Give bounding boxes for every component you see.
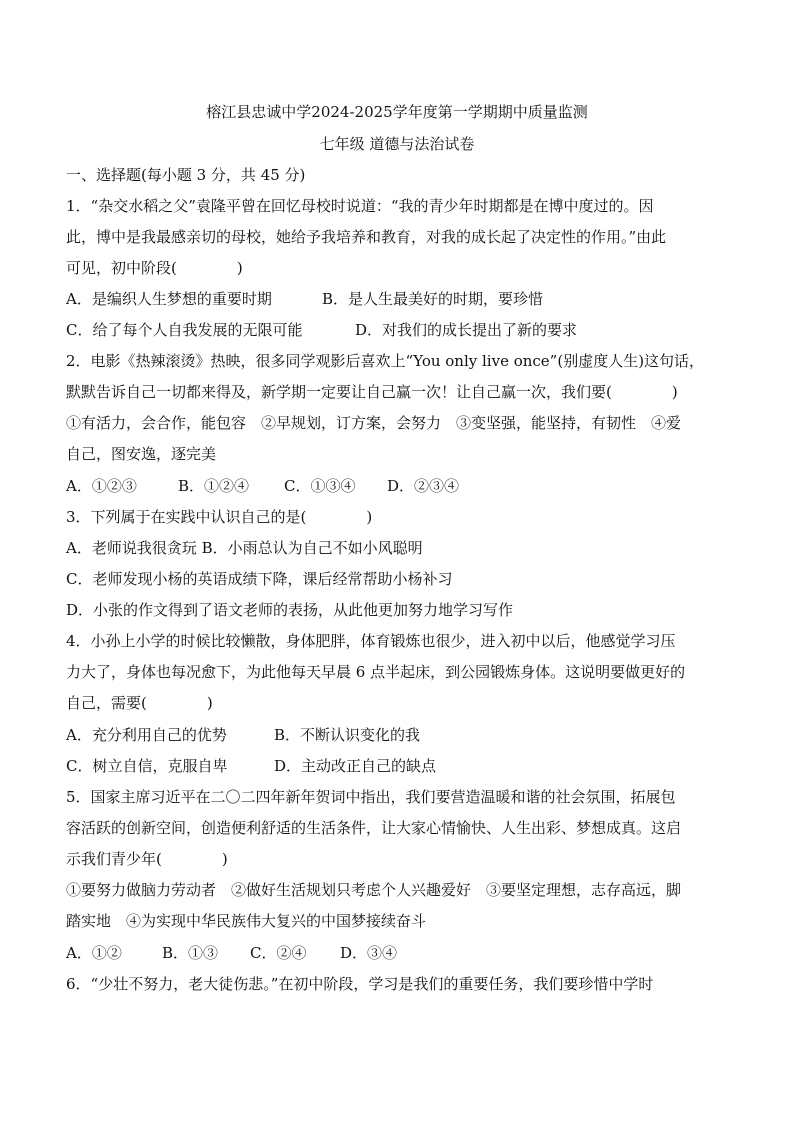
q4-stem-line-2: 力大了，身体也每况愈下，为此他每天早晨 6 点半起床，到公园锻炼身体。这说明要做更好的 (66, 663, 686, 681)
q5-option-b[interactable]: B．①③ (162, 944, 219, 962)
q4-option-d[interactable]: D．主动改正自己的缺点 (274, 757, 437, 775)
q3-option-ab[interactable]: A．老师说我很贪玩 B．小雨总认为自己不如小风聪明 (66, 539, 423, 557)
exam-subtitle: 七年级 道德与法治试卷 (319, 135, 475, 153)
q1-option-c[interactable]: C．给了每个人自我发展的无限可能 (66, 321, 303, 339)
exam-title: 榕江县忠诚中学2024-2025学年度第一学期期中质量监测 (206, 103, 588, 121)
q5-stem-line-1: 5．国家主席习近平在二〇二四年新年贺词中指出，我们要营造温暖和谐的社会氛围，拓展包 (66, 788, 676, 806)
q4-option-a[interactable]: A．充分利用自己的优势 (66, 726, 227, 744)
q5-stem-line-3: 示我们青少年( ) (66, 850, 228, 868)
q5-option-a[interactable]: A．①② (66, 944, 122, 962)
q1-option-d[interactable]: D．对我们的成长提出了新的要求 (355, 321, 578, 339)
q5-stem-line-5: 踏实地 ④为实现中华民族伟大复兴的中国梦接续奋斗 (66, 912, 427, 930)
q1-stem-line-2: 此，博中是我最感亲切的母校，她给予我培养和教育，对我的成长起了决定性的作用。”由此 (66, 228, 667, 246)
q2-option-c[interactable]: C．①③④ (284, 477, 356, 495)
q1-option-b[interactable]: B．是人生最美好的时期，要珍惜 (322, 290, 544, 308)
q5-stem-line-2: 容活跃的创新空间，创造便利舒适的生活条件，让大家心情愉快、人生出彩、梦想成真。这启 (66, 819, 682, 837)
q1-option-a[interactable]: A．是编织人生梦想的重要时期 (66, 290, 272, 308)
q4-stem-line-3: 自己，需要( ) (66, 694, 213, 712)
q2-stem-line-1: 2．电影《热辣滚烫》热映，很多同学观影后喜欢上“You only live once”(别虚度人生)这句话， (66, 352, 705, 370)
q3-option-c[interactable]: C．老师发现小杨的英语成绩下降，课后经常帮助小杨补习 (66, 570, 453, 588)
q2-stem-line-4: 自己，图安逸，逐完美 (66, 445, 217, 463)
q3-stem-line-1: 3．下列属于在实践中认识自己的是( ) (66, 508, 373, 526)
q1-stem-line-1: 1．“杂交水稻之父”袁隆平曾在回忆母校时说道：“我的青少年时期都是在博中度过的。因 (66, 197, 654, 215)
q2-option-b[interactable]: B．①②④ (178, 477, 250, 495)
q5-stem-line-4: ①要努力做脑力劳动者 ②做好生活规划只考虑个人兴趣爱好 ③要坚定理想，志存高远，脚 (66, 881, 682, 899)
q5-option-c[interactable]: C．②④ (250, 944, 307, 962)
q2-option-a[interactable]: A．①②③ (66, 477, 137, 495)
q2-option-d[interactable]: D．②③④ (387, 477, 460, 495)
q2-stem-line-3: ①有活力，会合作，能包容 ②早规划，订方案，会努力 ③变坚强，能坚持，有韧性 ④爱 (66, 414, 682, 432)
q6-stem-line-1: 6．“少壮不努力，老大徒伤悲。”在初中阶段，学习是我们的重要任务，我们要珍惜中学时 (66, 975, 654, 993)
q4-option-b[interactable]: B．不断认识变化的我 (274, 726, 421, 744)
q1-stem-line-3: 可见，初中阶段( ) (66, 259, 243, 277)
q5-option-d[interactable]: D．③④ (340, 944, 398, 962)
q2-stem-line-2: 默默告诉自己一切都来得及，新学期一定要让自己赢一次！让自己赢一次，我们要( ) (66, 383, 678, 401)
q3-option-d[interactable]: D．小张的作文得到了语文老师的表扬，从此他更加努力地学习写作 (66, 601, 514, 619)
q4-stem-line-1: 4．小孙上小学的时候比较懒散，身体肥胖，体育锻炼也很少，进入初中以后，他感觉学习压 (66, 632, 676, 650)
q4-option-c[interactable]: C．树立自信，克服自卑 (66, 757, 228, 775)
section-heading: 一、选择题(每小题 3 分，共 45 分) (66, 166, 306, 184)
